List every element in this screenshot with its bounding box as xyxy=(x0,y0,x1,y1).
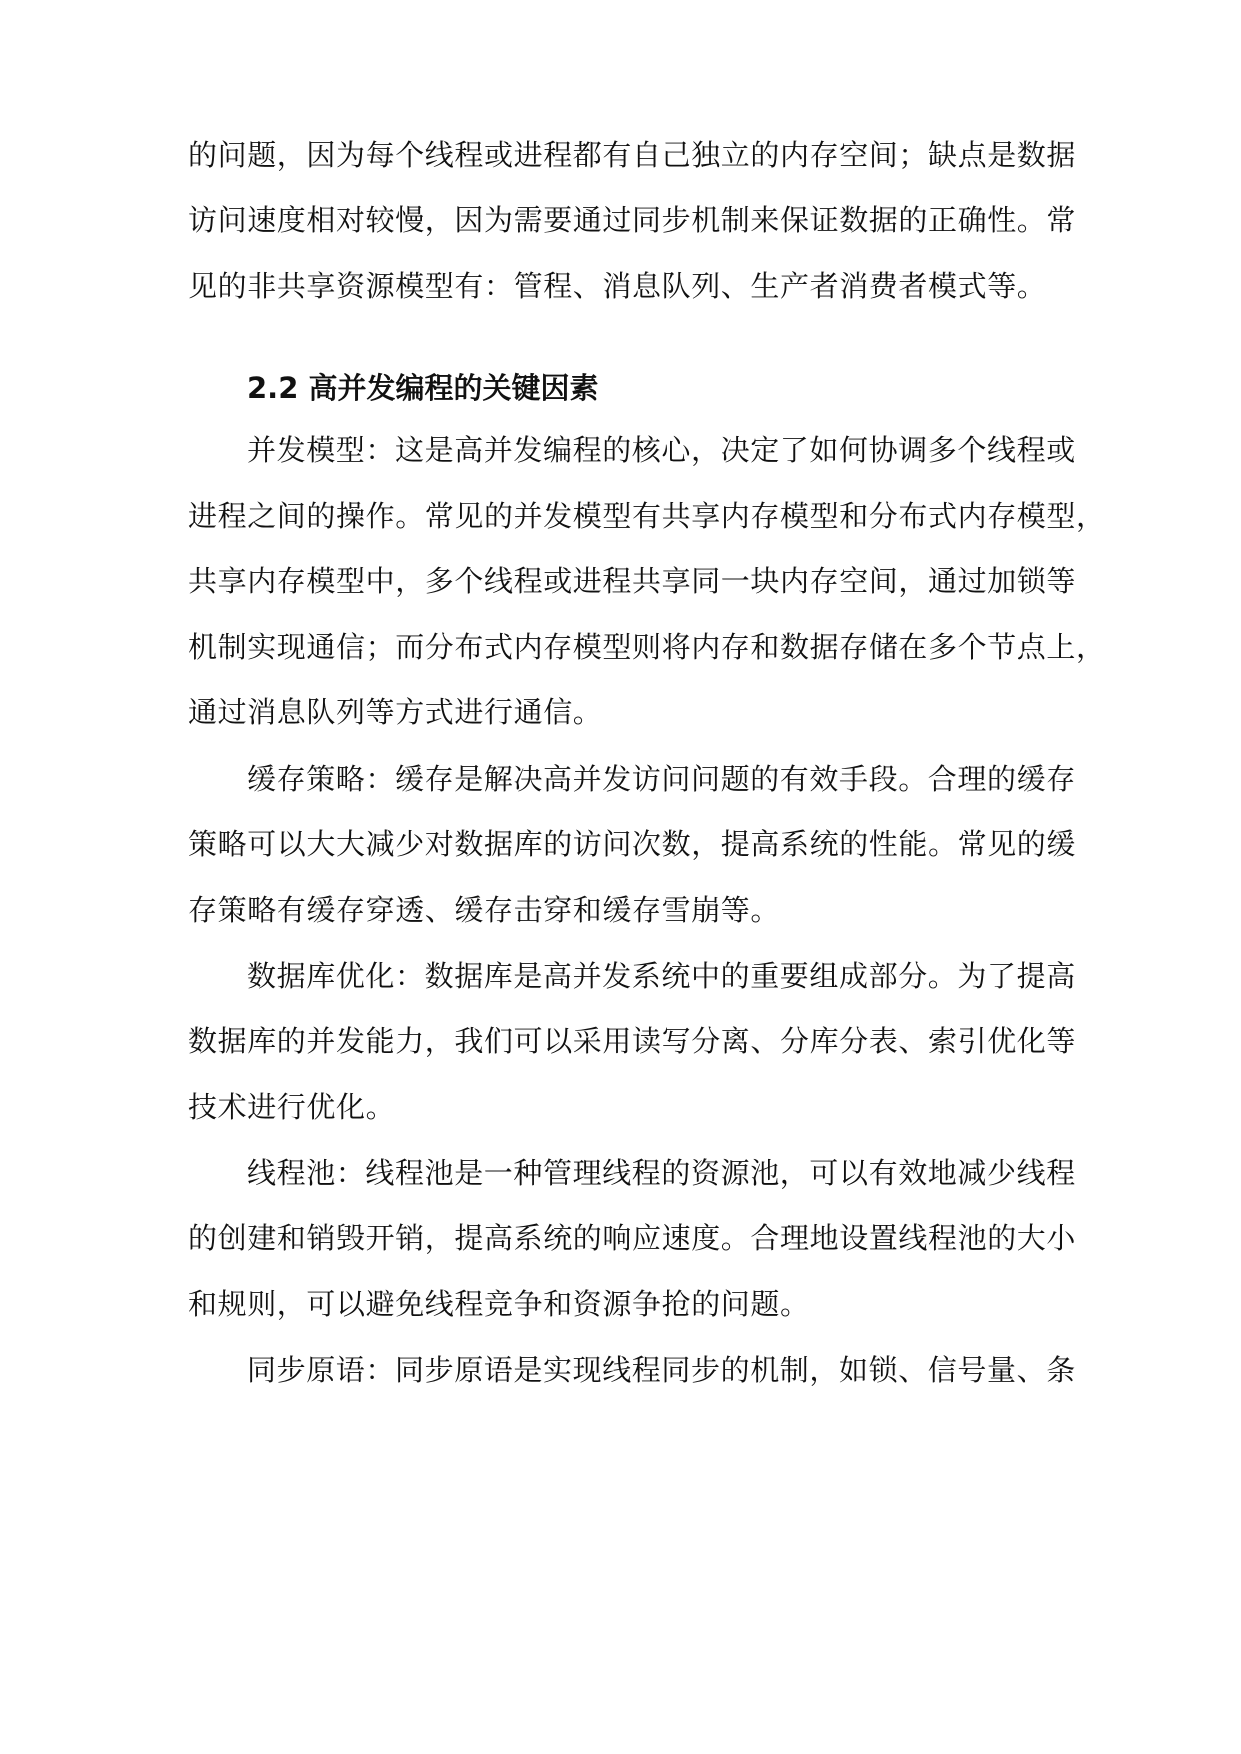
paragraph-database-line-1: 数据库优化：数据库是高并发系统中的重要组成部分。为了提高 xyxy=(247,959,1076,993)
paragraph-concurrency-model-line-2: 进程之间的操作。常见的并发模型有共享内存模型和分布式内存模型， xyxy=(188,499,1106,533)
paragraph-cache-strategy-line-1: 缓存策略：缓存是解决高并发访问问题的有效手段。合理的缓存 xyxy=(247,762,1076,796)
section-heading: 2.2 高并发编程的关键因素 xyxy=(247,371,599,405)
paragraph-concurrency-model-line-5: 通过消息队列等方式进行通信。 xyxy=(188,695,603,729)
paragraph-database-line-2: 数据库的并发能力，我们可以采用读写分离、分库分表、索引优化等 xyxy=(188,1024,1077,1058)
paragraph-database-line-3: 技术进行优化。 xyxy=(188,1090,396,1124)
paragraph-concurrency-model-line-3: 共享内存模型中，多个线程或进程共享同一块内存空间，通过加锁等 xyxy=(188,564,1077,598)
intro-line-2: 访问速度相对较慢，因为需要通过同步机制来保证数据的正确性。常 xyxy=(188,203,1077,237)
paragraph-concurrency-model-line-1: 并发模型：这是高并发编程的核心，决定了如何协调多个线程或 xyxy=(247,433,1076,467)
paragraph-concurrency-model-line-4: 机制实现通信；而分布式内存模型则将内存和数据存储在多个节点上， xyxy=(188,630,1106,664)
paragraph-sync-primitive-line-1: 同步原语：同步原语是实现线程同步的机制，如锁、信号量、条 xyxy=(247,1353,1076,1387)
paragraph-cache-strategy-line-2: 策略可以大大减少对数据库的访问次数，提高系统的性能。常见的缓 xyxy=(188,827,1077,861)
intro-line-3: 见的非共享资源模型有：管程、消息队列、生产者消费者模式等。 xyxy=(188,269,1047,303)
paragraph-thread-pool-line-2: 的创建和销毁开销，提高系统的响应速度。合理地设置线程池的大小 xyxy=(188,1221,1077,1255)
intro-line-1: 的问题，因为每个线程或进程都有自己独立的内存空间；缺点是数据 xyxy=(188,138,1077,172)
paragraph-thread-pool-line-1: 线程池：线程池是一种管理线程的资源池，可以有效地减少线程 xyxy=(247,1156,1076,1190)
paragraph-thread-pool-line-3: 和规则，可以避免线程竞争和资源争抢的问题。 xyxy=(188,1287,810,1321)
paragraph-cache-strategy-line-3: 存策略有缓存穿透、缓存击穿和缓存雪崩等。 xyxy=(188,893,781,927)
